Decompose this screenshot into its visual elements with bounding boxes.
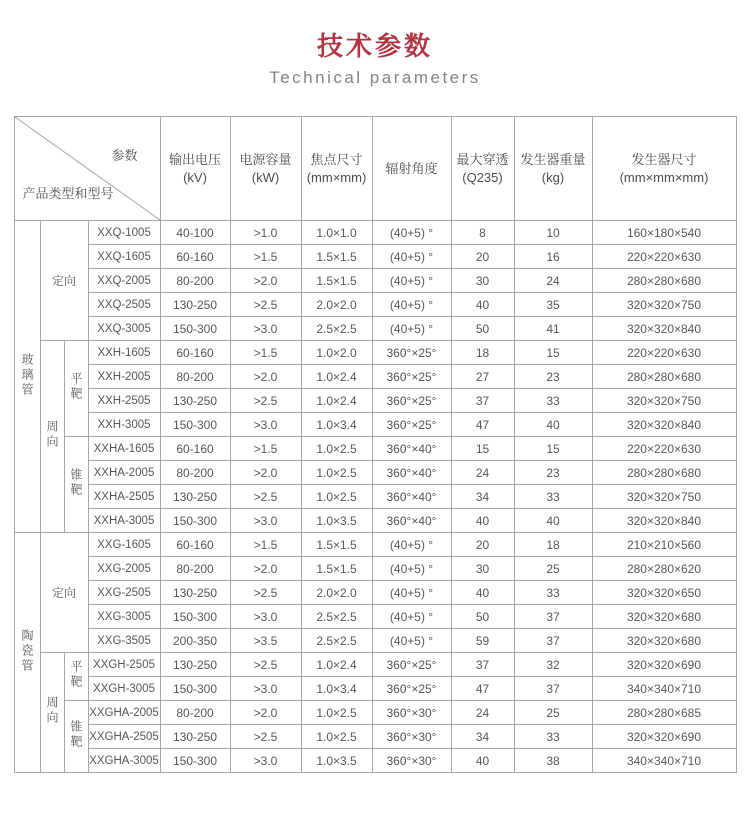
weight-cell: 35	[514, 293, 592, 317]
voltage-cell: 60-160	[160, 341, 230, 365]
target-cell	[64, 701, 88, 773]
focus-cell: 1.5×1.5	[301, 269, 372, 293]
model-cell: XXHA-3005	[88, 509, 160, 533]
angle-cell: 360°×40°	[372, 509, 451, 533]
model-cell: XXG-2005	[88, 557, 160, 581]
orientation-label: 周向	[45, 696, 59, 726]
corner-label-parameters: 参数	[111, 148, 138, 163]
angle-cell: 360°×30°	[372, 701, 451, 725]
weight-cell: 38	[514, 749, 592, 773]
table-row	[14, 437, 736, 461]
model-cell: XXQ-1605	[88, 245, 160, 269]
penetration-cell: 47	[451, 677, 514, 701]
power-cell: >3.0	[230, 605, 301, 629]
angle-cell: (40+5) °	[372, 293, 451, 317]
penetration-cell: 24	[451, 701, 514, 725]
col-header-label: 发生器重量	[520, 151, 586, 167]
penetration-cell: 20	[451, 245, 514, 269]
model-cell: XXG-3505	[88, 629, 160, 653]
penetration-cell: 8	[451, 221, 514, 245]
table-row	[14, 653, 736, 677]
focus-cell: 1.0×1.0	[301, 221, 372, 245]
voltage-cell: 40-100	[160, 221, 230, 245]
table-row	[14, 509, 736, 533]
size-cell: 220×220×630	[592, 341, 736, 365]
size-cell: 320×320×690	[592, 725, 736, 749]
voltage-cell: 150-300	[160, 413, 230, 437]
penetration-cell: 37	[451, 389, 514, 413]
voltage-cell: 200-350	[160, 629, 230, 653]
voltage-cell: 150-300	[160, 749, 230, 773]
col-header-label: 辐射角度	[385, 160, 438, 176]
page-subtitle: Technical parameters	[269, 68, 481, 87]
power-cell: >3.0	[230, 677, 301, 701]
voltage-cell: 150-300	[160, 677, 230, 701]
weight-cell: 37	[514, 629, 592, 653]
angle-cell: 360°×40°	[372, 437, 451, 461]
power-cell: >2.5	[230, 293, 301, 317]
power-cell: >3.0	[230, 749, 301, 773]
focus-cell: 2.5×2.5	[301, 317, 372, 341]
target-label: 平靶	[69, 372, 83, 402]
col-header-power-capacity	[230, 117, 301, 221]
focus-cell: 1.0×3.4	[301, 677, 372, 701]
weight-cell: 18	[514, 533, 592, 557]
power-cell: >2.0	[230, 365, 301, 389]
tube-type-cell	[14, 533, 40, 773]
voltage-cell: 130-250	[160, 653, 230, 677]
weight-cell: 41	[514, 317, 592, 341]
focus-cell: 2.0×2.0	[301, 293, 372, 317]
table-row	[14, 317, 736, 341]
power-cell: >1.5	[230, 533, 301, 557]
size-cell: 320×320×690	[592, 653, 736, 677]
angle-cell: (40+5) °	[372, 581, 451, 605]
table-row	[14, 725, 736, 749]
table-row	[14, 677, 736, 701]
col-header-label: 输出电压	[168, 151, 221, 167]
focus-cell: 1.0×2.0	[301, 341, 372, 365]
size-cell: 160×180×540	[592, 221, 736, 245]
weight-cell: 15	[514, 437, 592, 461]
orientation-cell	[40, 653, 64, 773]
penetration-cell: 40	[451, 749, 514, 773]
angle-cell: (40+5) °	[372, 245, 451, 269]
focus-cell: 1.0×2.5	[301, 437, 372, 461]
col-header-label: 焦点尺寸	[310, 151, 363, 167]
target-label: 平靶	[69, 660, 83, 690]
col-header-unit: (mm×mm×mm)	[619, 169, 709, 185]
size-cell: 320×320×680	[592, 629, 736, 653]
penetration-cell: 30	[451, 557, 514, 581]
model-cell: XXQ-3005	[88, 317, 160, 341]
col-header-generator-size	[592, 117, 736, 221]
table-row	[14, 557, 736, 581]
angle-cell: (40+5) °	[372, 629, 451, 653]
angle-cell: 360°×25°	[372, 413, 451, 437]
focus-cell: 1.0×3.4	[301, 413, 372, 437]
voltage-cell: 80-200	[160, 269, 230, 293]
table-row	[14, 461, 736, 485]
voltage-cell: 130-250	[160, 389, 230, 413]
weight-cell: 24	[514, 269, 592, 293]
size-cell: 280×280×620	[592, 557, 736, 581]
power-cell: >2.5	[230, 485, 301, 509]
weight-cell: 33	[514, 725, 592, 749]
orientation-label: 定向	[51, 586, 76, 600]
power-cell: >2.0	[230, 461, 301, 485]
tube-type-cell	[14, 221, 40, 533]
size-cell: 320×320×680	[592, 605, 736, 629]
col-header-unit: (kV)	[183, 169, 207, 185]
table-row	[14, 413, 736, 437]
table-row	[14, 629, 736, 653]
voltage-cell: 150-300	[160, 317, 230, 341]
voltage-cell: 130-250	[160, 725, 230, 749]
weight-cell: 25	[514, 701, 592, 725]
focus-cell: 2.5×2.5	[301, 629, 372, 653]
table-row	[14, 605, 736, 629]
penetration-cell: 15	[451, 437, 514, 461]
model-cell: XXHA-2005	[88, 461, 160, 485]
power-cell: >2.0	[230, 557, 301, 581]
size-cell: 220×220×630	[592, 437, 736, 461]
table-row	[14, 581, 736, 605]
corner-cell	[14, 117, 160, 221]
size-cell: 340×340×710	[592, 749, 736, 773]
weight-cell: 40	[514, 509, 592, 533]
size-cell: 320×320×840	[592, 413, 736, 437]
model-cell: XXQ-2005	[88, 269, 160, 293]
table-row	[14, 485, 736, 509]
size-cell: 280×280×680	[592, 365, 736, 389]
power-cell: >2.5	[230, 725, 301, 749]
angle-cell: (40+5) °	[372, 317, 451, 341]
model-cell: XXH-1605	[88, 341, 160, 365]
penetration-cell: 40	[451, 293, 514, 317]
col-header-focus-size	[301, 117, 372, 221]
focus-cell: 1.0×2.5	[301, 725, 372, 749]
table-row	[14, 269, 736, 293]
orientation-cell	[40, 533, 88, 653]
weight-cell: 23	[514, 461, 592, 485]
target-cell	[64, 653, 88, 701]
penetration-cell: 40	[451, 581, 514, 605]
angle-cell: (40+5) °	[372, 557, 451, 581]
model-cell: XXHA-1605	[88, 437, 160, 461]
page-title: 技术参数	[316, 31, 433, 61]
penetration-cell: 24	[451, 461, 514, 485]
voltage-cell: 80-200	[160, 557, 230, 581]
angle-cell: 360°×25°	[372, 653, 451, 677]
angle-cell: 360°×40°	[372, 485, 451, 509]
angle-cell: 360°×30°	[372, 749, 451, 773]
model-cell: XXGH-2505	[88, 653, 160, 677]
size-cell: 280×280×680	[592, 269, 736, 293]
voltage-cell: 60-160	[160, 437, 230, 461]
power-cell: >1.5	[230, 437, 301, 461]
focus-cell: 1.0×3.5	[301, 509, 372, 533]
power-cell: >3.0	[230, 317, 301, 341]
table-row	[14, 341, 736, 365]
voltage-cell: 80-200	[160, 701, 230, 725]
weight-cell: 23	[514, 365, 592, 389]
penetration-cell: 27	[451, 365, 514, 389]
model-cell: XXGHA-2005	[88, 701, 160, 725]
table-row	[14, 533, 736, 557]
orientation-cell	[40, 221, 88, 341]
table-row	[14, 701, 736, 725]
model-cell: XXG-1605	[88, 533, 160, 557]
angle-cell: (40+5) °	[372, 221, 451, 245]
power-cell: >1.5	[230, 245, 301, 269]
angle-cell: (40+5) °	[372, 533, 451, 557]
target-label: 锥靶	[69, 720, 83, 750]
model-cell: XXH-2005	[88, 365, 160, 389]
angle-cell: 360°×25°	[372, 677, 451, 701]
power-cell: >3.5	[230, 629, 301, 653]
size-cell: 320×320×750	[592, 389, 736, 413]
power-cell: >2.5	[230, 389, 301, 413]
table-row	[14, 749, 736, 773]
penetration-cell: 20	[451, 533, 514, 557]
focus-cell: 2.5×2.5	[301, 605, 372, 629]
col-header-label: 电源容量	[239, 151, 292, 167]
target-cell	[64, 437, 88, 533]
power-cell: >1.5	[230, 341, 301, 365]
size-cell: 320×320×750	[592, 485, 736, 509]
col-header-output-voltage	[160, 117, 230, 221]
weight-cell: 33	[514, 485, 592, 509]
model-cell: XXH-3005	[88, 413, 160, 437]
size-cell: 320×320×840	[592, 509, 736, 533]
weight-cell: 33	[514, 389, 592, 413]
focus-cell: 1.0×2.5	[301, 461, 372, 485]
col-header-radiation-angle	[372, 117, 451, 221]
weight-cell: 25	[514, 557, 592, 581]
model-cell: XXQ-2505	[88, 293, 160, 317]
model-cell: XXG-2505	[88, 581, 160, 605]
voltage-cell: 150-300	[160, 605, 230, 629]
power-cell: >2.5	[230, 653, 301, 677]
angle-cell: 360°×30°	[372, 725, 451, 749]
size-cell: 210×210×560	[592, 533, 736, 557]
focus-cell: 1.0×2.4	[301, 653, 372, 677]
tube-type-label: 玻璃管	[20, 352, 34, 398]
voltage-cell: 130-250	[160, 485, 230, 509]
voltage-cell: 60-160	[160, 533, 230, 557]
angle-cell: 360°×25°	[372, 341, 451, 365]
size-cell: 280×280×685	[592, 701, 736, 725]
table-row	[14, 293, 736, 317]
table-row	[14, 389, 736, 413]
penetration-cell: 37	[451, 653, 514, 677]
voltage-cell: 130-250	[160, 581, 230, 605]
penetration-cell: 59	[451, 629, 514, 653]
size-cell: 320×320×840	[592, 317, 736, 341]
header-row	[14, 117, 736, 221]
diagonal-divider-line	[15, 117, 160, 220]
focus-cell: 1.5×1.5	[301, 557, 372, 581]
weight-cell: 32	[514, 653, 592, 677]
col-header-unit: (mm×mm)	[306, 169, 367, 185]
table-row	[14, 245, 736, 269]
table-body	[14, 221, 736, 773]
voltage-cell: 80-200	[160, 365, 230, 389]
model-cell: XXGHA-3005	[88, 749, 160, 773]
model-cell: XXHA-2505	[88, 485, 160, 509]
target-label: 锥靶	[69, 468, 83, 498]
penetration-cell: 34	[451, 485, 514, 509]
weight-cell: 37	[514, 677, 592, 701]
size-cell: 340×340×710	[592, 677, 736, 701]
col-header-unit: (Q235)	[462, 169, 503, 185]
col-header-label: 最大穿透	[456, 151, 509, 167]
weight-cell: 33	[514, 581, 592, 605]
voltage-cell: 130-250	[160, 293, 230, 317]
technical-parameters-table	[14, 116, 737, 773]
size-cell: 320×320×650	[592, 581, 736, 605]
focus-cell: 2.0×2.0	[301, 581, 372, 605]
model-cell: XXQ-1005	[88, 221, 160, 245]
power-cell: >2.5	[230, 581, 301, 605]
corner-label-product-type: 产品类型和型号	[22, 186, 114, 201]
col-header-unit: (kW)	[251, 169, 280, 185]
orientation-label: 定向	[51, 274, 76, 288]
table-row	[14, 365, 736, 389]
penetration-cell: 30	[451, 269, 514, 293]
power-cell: >3.0	[230, 509, 301, 533]
col-header-max-penetration	[451, 117, 514, 221]
model-cell: XXG-3005	[88, 605, 160, 629]
voltage-cell: 60-160	[160, 245, 230, 269]
power-cell: >3.0	[230, 413, 301, 437]
model-cell: XXH-2505	[88, 389, 160, 413]
col-header-generator-weight	[514, 117, 592, 221]
col-header-label: 发生器尺寸	[631, 151, 697, 167]
model-cell: XXGHA-2505	[88, 725, 160, 749]
weight-cell: 16	[514, 245, 592, 269]
focus-cell: 1.0×2.4	[301, 389, 372, 413]
power-cell: >2.0	[230, 701, 301, 725]
focus-cell: 1.0×2.5	[301, 701, 372, 725]
focus-cell: 1.5×1.5	[301, 533, 372, 557]
target-cell	[64, 341, 88, 437]
weight-cell: 40	[514, 413, 592, 437]
focus-cell: 1.0×2.5	[301, 485, 372, 509]
penetration-cell: 18	[451, 341, 514, 365]
weight-cell: 10	[514, 221, 592, 245]
penetration-cell: 50	[451, 317, 514, 341]
weight-cell: 15	[514, 341, 592, 365]
penetration-cell: 47	[451, 413, 514, 437]
col-header-unit: (kg)	[541, 169, 565, 185]
table-row	[14, 221, 736, 245]
weight-cell: 37	[514, 605, 592, 629]
focus-cell: 1.0×3.5	[301, 749, 372, 773]
voltage-cell: 150-300	[160, 509, 230, 533]
angle-cell: 360°×25°	[372, 389, 451, 413]
penetration-cell: 50	[451, 605, 514, 629]
angle-cell: (40+5) °	[372, 269, 451, 293]
size-cell: 220×220×630	[592, 245, 736, 269]
orientation-label: 周向	[45, 420, 59, 450]
power-cell: >1.0	[230, 221, 301, 245]
angle-cell: (40+5) °	[372, 605, 451, 629]
penetration-cell: 34	[451, 725, 514, 749]
voltage-cell: 80-200	[160, 461, 230, 485]
focus-cell: 1.5×1.5	[301, 245, 372, 269]
focus-cell: 1.0×2.4	[301, 365, 372, 389]
orientation-cell	[40, 341, 64, 533]
angle-cell: 360°×25°	[372, 365, 451, 389]
size-cell: 280×280×680	[592, 461, 736, 485]
angle-cell: 360°×40°	[372, 461, 451, 485]
model-cell: XXGH-3005	[88, 677, 160, 701]
power-cell: >2.0	[230, 269, 301, 293]
tube-type-label: 陶瓷管	[20, 628, 34, 674]
size-cell: 320×320×750	[592, 293, 736, 317]
penetration-cell: 40	[451, 509, 514, 533]
